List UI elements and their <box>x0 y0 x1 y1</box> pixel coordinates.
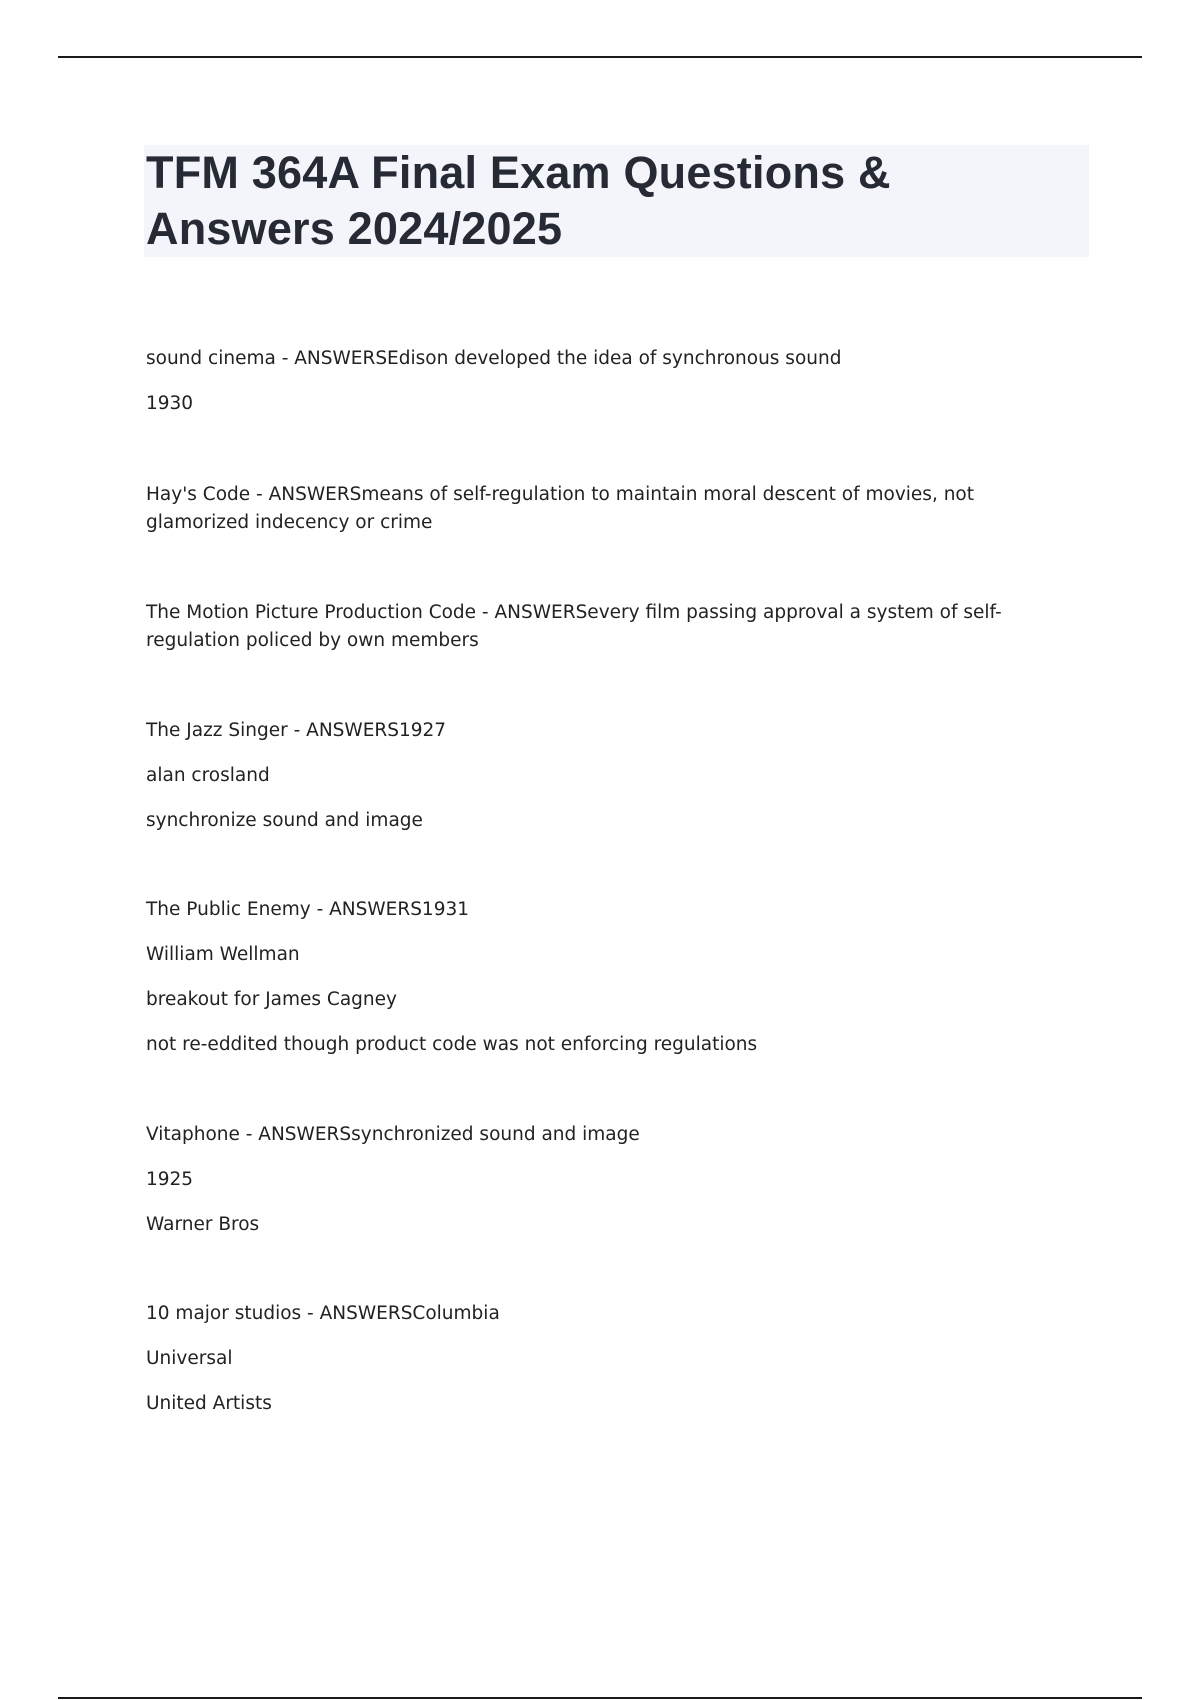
qa-line: synchronize sound and image <box>146 810 423 831</box>
qa-line: 10 major studios - ANSWERSColumbia <box>146 1303 500 1324</box>
qa-entry-vitaphone <box>146 1121 1076 1239</box>
qa-entry-hays-code <box>146 481 1076 537</box>
qa-content <box>146 345 1076 1418</box>
page-title: TFM 364A Final Exam Questions & Answers 2024/2025 <box>146 147 891 254</box>
qa-line: sound cinema - ANSWERSEdison developed the idea of synchronous sound <box>146 348 842 369</box>
qa-line: The Jazz Singer - ANSWERS1927 <box>146 720 447 741</box>
qa-line: United Artists <box>146 1393 272 1414</box>
qa-line: 1930 <box>146 393 194 414</box>
qa-entry-public-enemy <box>146 896 1076 1059</box>
qa-line: Universal <box>146 1348 233 1369</box>
qa-line: Warner Bros <box>146 1214 260 1235</box>
qa-line: not re-eddited though product code was not enforcing regulations <box>146 1034 758 1055</box>
qa-line: William Wellman <box>146 944 300 965</box>
qa-line: Hay's Code - ANSWERSmeans of self-regulation to maintain moral descent of movies, not glamorized indecency or crime <box>146 484 975 533</box>
top-rule <box>58 56 1142 58</box>
qa-line: breakout for James Cagney <box>146 989 397 1010</box>
qa-line: The Public Enemy - ANSWERS1931 <box>146 899 470 920</box>
qa-line: The Motion Picture Production Code - ANSWERSevery film passing approval a system of self-regulation policed by own members <box>146 602 1002 651</box>
qa-entry-production-code <box>146 599 1076 655</box>
qa-line: Vitaphone - ANSWERSsynchronized sound and image <box>146 1124 640 1145</box>
qa-line: alan crosland <box>146 765 270 786</box>
qa-entry-sound-cinema <box>146 345 1076 418</box>
bottom-rule <box>58 1697 1142 1699</box>
qa-line: 1925 <box>146 1169 194 1190</box>
qa-entry-jazz-singer <box>146 717 1076 835</box>
qa-entry-major-studios <box>146 1300 1076 1418</box>
